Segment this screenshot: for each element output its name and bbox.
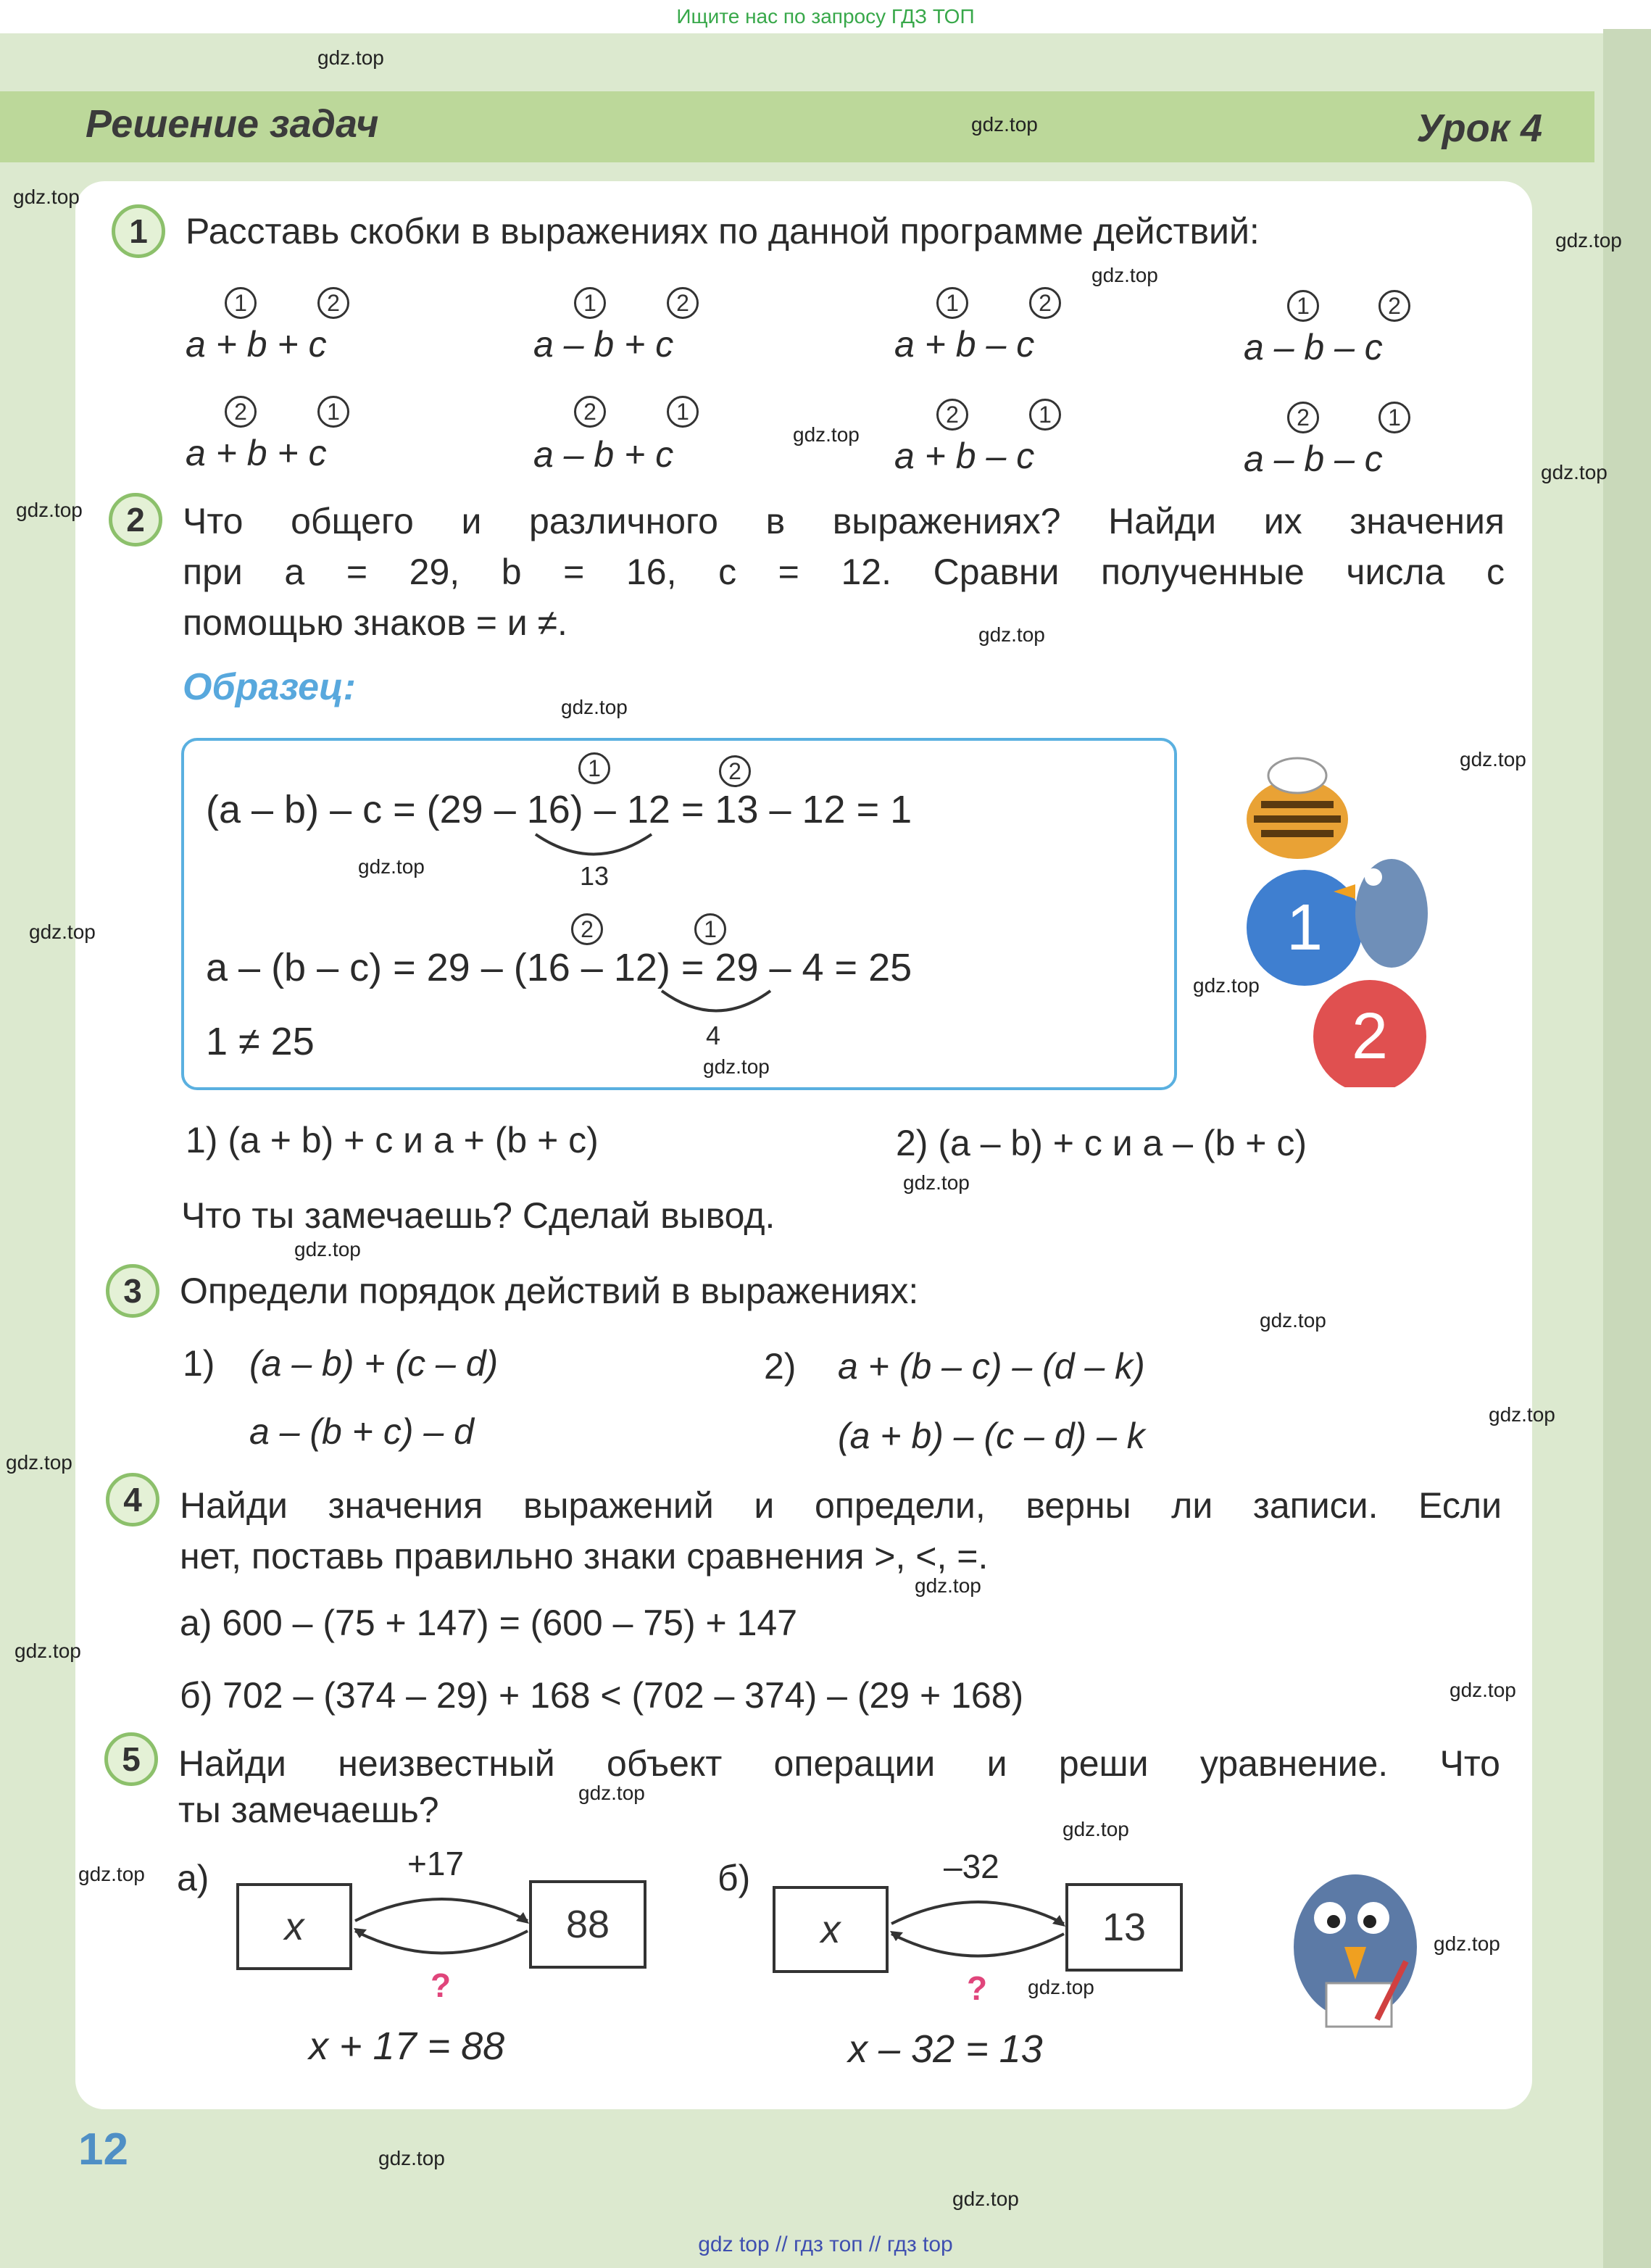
- task5-equation-b: x – 32 = 13: [848, 2027, 1043, 2071]
- step-marker: 2: [1029, 287, 1061, 319]
- watermark: gdz.top: [978, 623, 1045, 646]
- watermark: gdz.top: [1260, 1309, 1326, 1332]
- step-marker: 1: [225, 287, 257, 319]
- task3-col2-label: 2): [764, 1346, 797, 1387]
- sample-equation-1: (a – b) – c = (29 – 16) – 12 = 13 – 12 = 1: [206, 788, 912, 831]
- sample-equation-2: a – (b – c) = 29 – (16 – 12) = 29 – 4 = 25: [206, 946, 912, 989]
- step-marker: 1: [1378, 402, 1410, 433]
- sample-box: [181, 738, 1177, 1090]
- task2-text-line: помощью знаков = и ≠.: [183, 602, 567, 643]
- watermark: gdz.top: [561, 696, 628, 718]
- task1-expression: a + b – c: [894, 324, 1035, 365]
- watermark: gdz.top: [952, 2188, 1019, 2210]
- watermark: gdz.top: [915, 1574, 981, 1597]
- step-marker: 1: [936, 287, 968, 319]
- unknown-box: x: [236, 1883, 352, 1970]
- task3-expression: a + (b – c) – (d – k): [838, 1346, 1145, 1387]
- task1-expression: a + b + c: [186, 433, 327, 473]
- task5-text-line: ты замечаешь?: [178, 1790, 439, 1830]
- watermark: gdz.top: [1193, 974, 1260, 997]
- sample-label: Образец:: [183, 666, 357, 708]
- task1-expression: a – b – c: [1244, 327, 1383, 367]
- step-marker: 2: [936, 399, 968, 431]
- question-mark: ?: [431, 1966, 452, 2004]
- top-banner[interactable]: Ищите нас по запросу ГДЗ ТОП: [0, 0, 1651, 33]
- task2-text-line: при a = 29, b = 16, c = 12. Сравни полученные числа с: [183, 552, 1505, 592]
- next-page-edge: [1603, 29, 1651, 2268]
- task1-expression: a + b – c: [894, 436, 1035, 476]
- subexpression-arc: [532, 831, 655, 860]
- page-number: 12: [78, 2124, 128, 2174]
- operation-label: +17: [407, 1845, 465, 1882]
- watermark: gdz.top: [1489, 1403, 1555, 1426]
- watermark: gdz.top: [16, 499, 83, 521]
- task4-item-a: а) 600 – (75 + 147) = (600 – 75) + 147: [180, 1603, 798, 1643]
- task2-item-2: 2) (a – b) + c и a – (b + c): [896, 1123, 1307, 1163]
- svg-text:1: 1: [1286, 892, 1323, 964]
- bottom-banner[interactable]: gdz top // гдз топ // гдз top: [698, 2232, 953, 2256]
- task-number-2: 2: [109, 493, 162, 547]
- task-number-1: 1: [112, 204, 165, 258]
- task1-expression: a – b + c: [533, 324, 674, 365]
- watermark: gdz.top: [6, 1451, 72, 1474]
- watermark: gdz.top: [358, 855, 425, 878]
- step-marker: 2: [719, 755, 751, 787]
- step-marker: 1: [1029, 399, 1061, 431]
- step-marker: 2: [571, 913, 603, 945]
- watermark: gdz.top: [903, 1171, 970, 1194]
- task3-expression: a – (b + c) – d: [249, 1411, 474, 1452]
- operation-label: –32: [944, 1848, 999, 1885]
- step-marker: 2: [225, 396, 257, 428]
- result-box: 13: [1065, 1883, 1183, 1972]
- task5-text-line: Найди неизвестный объект операции и реши уравнение. Что: [178, 1743, 1500, 1784]
- task1-text: Расставь скобки в выражениях по данной программе действий:: [186, 211, 1260, 252]
- task4-item-b: б) 702 – (374 – 29) + 168 < (702 – 374) – (29 + 168): [180, 1675, 1024, 1716]
- step-marker: 1: [574, 287, 606, 319]
- operation-arrows: [348, 1885, 536, 1972]
- task-number-5: 5: [104, 1732, 158, 1786]
- unknown-box: x: [773, 1886, 889, 1973]
- step-marker: 1: [578, 752, 610, 784]
- task2-item-1: 1) (a + b) + c и a + (b + c): [186, 1120, 599, 1160]
- watermark: gdz.top: [294, 1238, 361, 1260]
- watermark: gdz.top: [793, 423, 860, 446]
- task4-text-line: Найди значения выражений и определи, верны ли записи. Если: [180, 1485, 1502, 1526]
- task1-expression: a – b – c: [1244, 439, 1383, 479]
- task5-equation-a: x + 17 = 88: [309, 2024, 505, 2068]
- watermark: gdz.top: [1450, 1679, 1516, 1701]
- task4-text-line: нет, поставь правильно знаки сравнения >, <, =.: [180, 1536, 989, 1577]
- result-box: 88: [529, 1880, 646, 1969]
- watermark: gdz.top: [13, 186, 80, 208]
- watermark: gdz.top: [703, 1055, 770, 1078]
- watermark: gdz.top: [1434, 1932, 1500, 1955]
- operation-arrows: [884, 1887, 1073, 1974]
- lesson-label: Урок 4: [1416, 107, 1542, 150]
- watermark: gdz.top: [1541, 461, 1608, 483]
- svg-text:2: 2: [1351, 1000, 1389, 1073]
- task2-question: Что ты замечаешь? Сделай вывод.: [181, 1195, 775, 1236]
- watermark: gdz.top: [1091, 264, 1158, 286]
- watermark: gdz.top: [14, 1640, 81, 1662]
- step-marker: 1: [317, 396, 349, 428]
- watermark: gdz.top: [378, 2147, 445, 2169]
- step-marker: 2: [667, 287, 699, 319]
- sample-comparison: 1 ≠ 25: [206, 1020, 315, 1063]
- watermark: gdz.top: [578, 1782, 645, 1804]
- watermark: gdz.top: [1555, 229, 1622, 252]
- bird-with-notepad-illustration: [1276, 1853, 1442, 2041]
- step-marker: 1: [694, 913, 726, 945]
- task3-expression: (a – b) + (c – d): [249, 1343, 499, 1384]
- task2-text-line: Что общего и различного в выражениях? Найди их значения: [183, 501, 1505, 541]
- task3-text: Определи порядок действий в выражениях:: [180, 1271, 919, 1311]
- step-marker: 1: [667, 396, 699, 428]
- watermark: gdz.top: [971, 113, 1038, 136]
- task-number-3: 3: [106, 1264, 159, 1318]
- watermark: gdz.top: [29, 921, 96, 943]
- watermark: gdz.top: [78, 1863, 145, 1885]
- bee-and-bird-illustration: [1225, 747, 1442, 1087]
- task-number-4: 4: [106, 1473, 159, 1526]
- task3-expression: (a + b) – (c – d) – k: [838, 1416, 1145, 1456]
- watermark: gdz.top: [1062, 1818, 1129, 1840]
- page-title: Решение задач: [86, 102, 379, 146]
- subexpression-arc: [658, 987, 774, 1016]
- watermark: gdz.top: [1460, 748, 1526, 770]
- watermark: gdz.top: [1028, 1976, 1094, 1998]
- step-marker: 1: [1287, 290, 1319, 322]
- step-marker: 2: [1287, 402, 1319, 433]
- watermark: gdz.top: [317, 46, 384, 69]
- step-marker: 2: [1378, 290, 1410, 322]
- task5-label-a: а): [177, 1858, 209, 1898]
- step-marker: 2: [574, 396, 606, 428]
- step-marker: 2: [317, 287, 349, 319]
- task3-col1-label: 1): [183, 1343, 215, 1384]
- task1-expression: a + b + c: [186, 324, 327, 365]
- question-mark: ?: [967, 1969, 988, 2007]
- sample-subresult: 4: [706, 1021, 721, 1050]
- sample-subresult: 13: [580, 861, 610, 891]
- task5-label-b: б): [718, 1858, 751, 1898]
- task1-expression: a – b + c: [533, 434, 674, 475]
